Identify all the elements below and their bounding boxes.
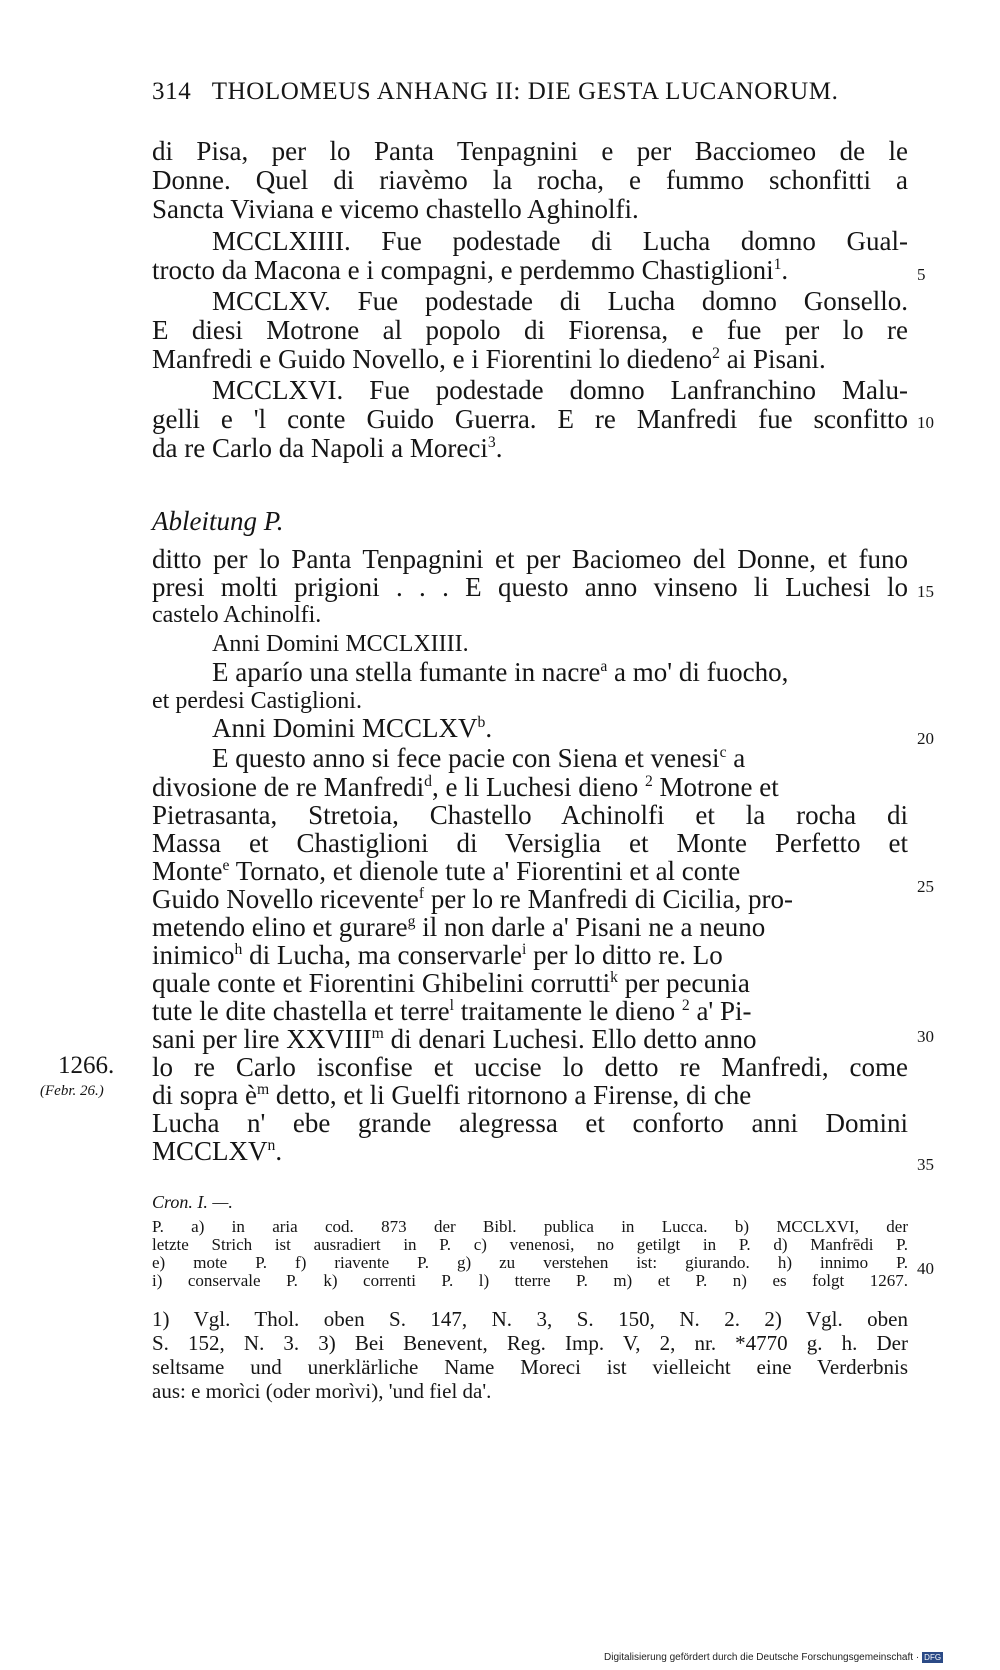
text-line: trocto da Macona e i compagni, e perdemmo Chastiglioni$^1$. (152, 255, 789, 285)
margin-year: 1266. (58, 1052, 115, 1079)
text-line: Lucha n' ebe grande alegressa et conforto anni Domini (152, 1108, 908, 1138)
line-number: 5 (917, 265, 926, 284)
text-line: metendo elino et gurare$^g$ il non darle a' Pisani ne a neuno (152, 912, 766, 942)
footnote-line: seltsame und unerklärliche Name Moreci ist vielleicht eine Verderbnis (152, 1355, 908, 1379)
text-line: Guido Novello ricevente$^f$ per lo re Manfredi di Cicilia, pro- (152, 884, 794, 914)
line-number: 30 (917, 1027, 934, 1046)
text-line: gelli e 'l conte Guido Guerra. E re Manfredi fue sconfitto (152, 404, 908, 434)
dfg-logo: DFG (924, 1653, 942, 1662)
text-line: Anni Domini MCCLXV$^b$. (212, 713, 493, 743)
text-line: Manfredi e Guido Novello, e i Fiorentini lo diedeno$^2$ ai Pisani. (152, 344, 826, 374)
footnote-line: S. 152, N. 3. 3) Bei Benevent, Reg. Imp. V, 2, nr. *4770 g. h. Der (152, 1331, 908, 1355)
text-line: et perdesi Castiglioni. (152, 688, 362, 714)
text-line: E aparío una stella fumante in nacre$^a$ a mo' di fuocho, (212, 657, 789, 687)
text-line: da re Carlo da Napoli a Moreci$^3$. (152, 433, 503, 463)
text-line: tute le dite chastella et terre$^l$ traitamente le dieno $^2$ a' Pi- (152, 996, 752, 1026)
footnote-line: 1) Vgl. Thol. oben S. 147, N. 3, S. 150, N. 2. 2) Vgl. oben (152, 1307, 908, 1331)
text-line: MCCLXIIII. Fue podestade di Lucha domno Gual- (212, 226, 908, 256)
apparatus-line: P. a) in aria cod. 873 der Bibl. publica in Lucca. b) MCCLXVI, der (152, 1217, 908, 1236)
text-line: castelo Achinolfi. (152, 602, 322, 628)
text-line: ditto per lo Panta Tenpagnini et per Baciomeo del Donne, et funo (152, 544, 908, 574)
text-line: E diesi Motrone al popolo di Fiorensa, e fue per lo re (152, 315, 908, 345)
digitization-stamp: Digitalisierung gefördert durch die Deutsche Forschungsgemeinschaft · DFG (604, 1652, 942, 1663)
running-header (152, 78, 912, 106)
text-line: Sancta Viviana e vicemo chastello Aghinolfi. (152, 194, 639, 224)
text-line: di Pisa, per lo Panta Tenpagnini e per Bacciomeo de le (152, 136, 908, 166)
line-number: 40 (917, 1259, 934, 1278)
footnote-line: aus: e morìci (oder morìvi), 'und fiel da'. (152, 1379, 492, 1403)
line-number: 10 (917, 413, 934, 432)
line-number: 25 (917, 877, 934, 896)
text-line: divosione de re Manfredi$^d$, e li Luchesi dieno $^2$ Motrone et (152, 772, 779, 802)
apparatus-line: letzte Strich ist ausradiert in P. c) venenosi, no getilgt in P. d) Manfrēdi P. (152, 1235, 908, 1254)
text-line: lo re Carlo isconfise et uccise lo detto re Manfredi, come (152, 1052, 908, 1082)
line-number: 35 (917, 1155, 934, 1174)
text-line: inimico$^h$ di Lucha, ma conservarle$^i$ per lo ditto re. Lo (152, 940, 723, 970)
margin-day: (Febr. 26.) (40, 1083, 104, 1099)
line-number: 20 (917, 729, 934, 748)
line-number: 15 (917, 582, 934, 601)
text-line: di sopra $è^m$ detto, et li Guelfi ritornono a Firense, di che (152, 1080, 752, 1110)
text-line: Donne. Quel di riavèmo la rocha, e fummo schonfitti a (152, 165, 908, 195)
text-line: sani per lire XXVIII$^m$ di denari Luchesi. Ello detto anno (152, 1024, 757, 1054)
text-line: presi molti prigioni . . . E questo anno vinseno li Luchesi lo (152, 572, 908, 602)
page-number: 314 (152, 78, 192, 105)
text-line: Anni Domini MCCLXIIII. (212, 631, 469, 657)
text-line: E questo anno si fece pacie con Siena et venesi$^c$ a (212, 743, 746, 773)
text-line: quale conte et Fiorentini Ghibelini corrutti$^k$ per pecunia (152, 968, 750, 998)
section-heading: Ableitung P. (152, 506, 284, 536)
text-line: MCCLXV. Fue podestade di Lucha domno Gonsello. (212, 286, 908, 316)
text-line: Massa et Chastiglioni di Versiglia et Monte Perfetto et (152, 828, 908, 858)
text-line: MCCLXV$^n$. (152, 1136, 283, 1166)
running-title: THOLOMEUS ANHANG II: DIE GESTA LUCANORUM. (211, 78, 839, 105)
text-line: MCCLXVI. Fue podestade domno Lanfranchino Malu- (212, 375, 908, 405)
apparatus-line: e) mote P. f) riavente P. g) zu verstehen ist: giurando. h) innimo P. (152, 1253, 908, 1272)
apparatus-line: i) conservale P. k) correnti P. l) tterre P. m) et P. n) es folgt 1267. (152, 1271, 908, 1290)
text-line: Pietrasanta, Stretoia, Chastello Achinolfi et la rocha di (152, 800, 908, 830)
apparatus-cron: Cron. I. —. (152, 1192, 233, 1212)
text-line: Monte$^e$ Tornato, et dienole tute a' Fiorentini et al conte (152, 856, 741, 886)
